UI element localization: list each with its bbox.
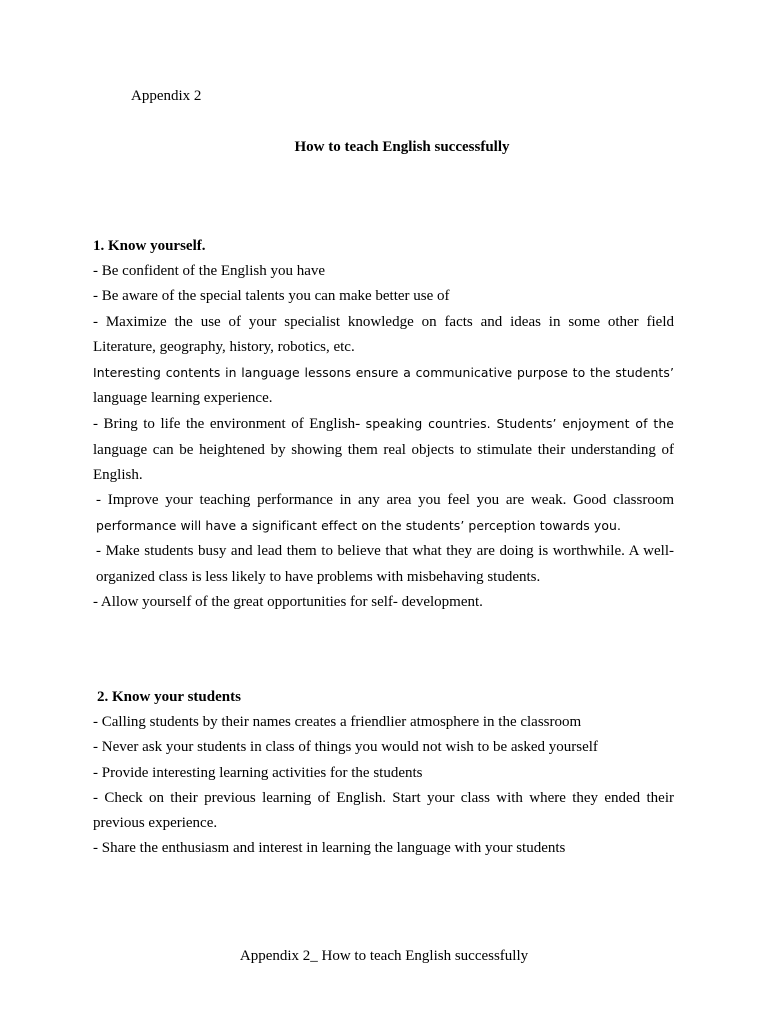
bullet-item: - Allow yourself of the great opportunities for self- development.	[93, 593, 483, 610]
bullet-item	[93, 488, 674, 539]
section-heading: 1. Know yourself.	[93, 238, 206, 254]
bullet-item: - Provide interesting learning activities for the students	[93, 764, 423, 781]
section-know-yourself	[93, 234, 674, 615]
bullet-item: - Share the enthusiasm and interest in learning the language with your students	[93, 840, 566, 857]
section-heading: 2. Know your students	[97, 689, 241, 705]
paragraph-serif-text: language learning experience.	[93, 390, 273, 407]
bullet-item: - Check on their previous learning of English. Start your class with where they ended their previous experience.	[93, 789, 674, 832]
appendix-label: Appendix 2	[131, 88, 202, 104]
bullet-serif-text: - Bring to life the environment of English-	[93, 416, 361, 433]
document-title: How to teach English successfully	[294, 139, 510, 155]
bullet-item: - Maximize the use of your specialist knowledge on facts and ideas in some other field Literature, geography, history, robotics, etc.	[93, 313, 674, 355]
paragraph-sans-text: Interesting contents in language lessons ensure a communicative purpose to the students’	[93, 365, 674, 381]
bullet-sans-text: performance will have a significant effect on the students’ perception towards you.	[96, 518, 621, 534]
bullet-serif-text: language can be heightened by showing them real objects to stimulate their understanding of English.	[93, 441, 674, 483]
page-footer: Appendix 2_ How to teach English successfully	[239, 948, 529, 964]
bullet-item: - Calling students by their names creates a friendlier atmosphere in the classroom	[93, 714, 582, 731]
bullet-item: - Be confident of the English you have	[93, 263, 326, 280]
bullet-item: - Never ask your students in class of things you would not wish to be asked yourself	[93, 739, 598, 756]
section-know-your-students	[93, 685, 674, 861]
paragraph	[93, 360, 674, 411]
bullet-item: - Be aware of the special talents you can make better use of	[93, 288, 450, 305]
bullet-item	[93, 411, 674, 488]
bullet-sans-text: speaking countries. Students’ enjoyment of the	[365, 416, 674, 432]
bullet-item: - Make students busy and lead them to believe that what they are doing is worthwhile. A well- organized class is less likely to have problems with misbehaving students.	[96, 543, 674, 585]
bullet-serif-text: - Improve your teaching performance in any area you feel you are weak. Good classroom	[96, 492, 674, 509]
